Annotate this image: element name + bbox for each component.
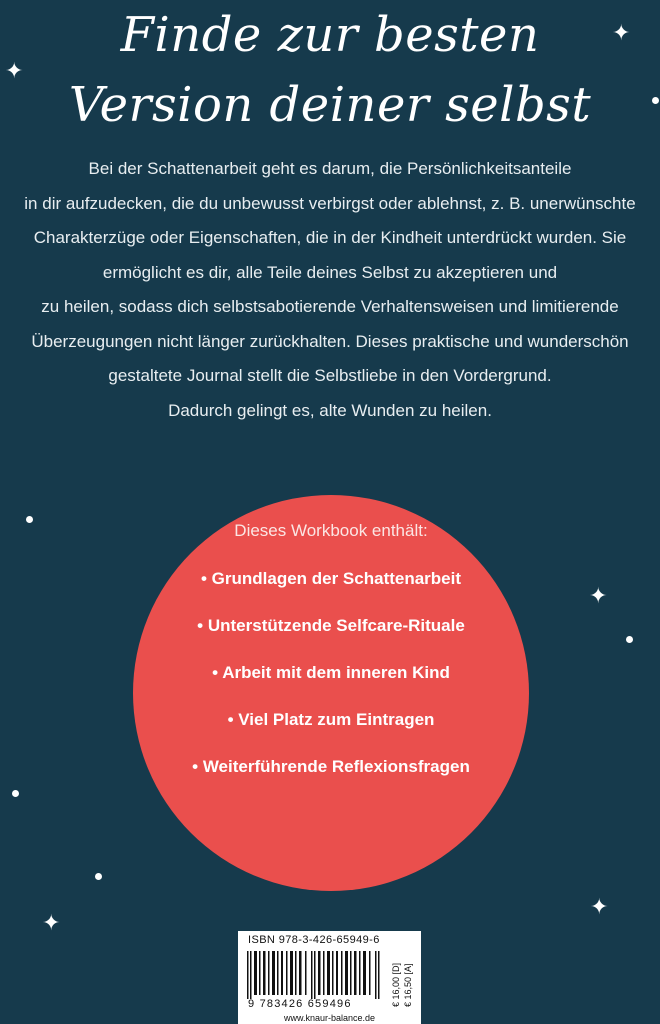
dot-star-icon xyxy=(26,516,33,523)
sparkle-star-icon: ✦ xyxy=(590,894,609,919)
description-line: ermöglicht es dir, alle Teile deines Selbst zu akzeptieren und xyxy=(102,262,558,282)
workbook-item: • Grundlagen der Schattenarbeit xyxy=(200,569,462,588)
dot-star-icon xyxy=(95,873,102,880)
barcode-box xyxy=(238,931,421,1013)
headline-line-2: Version deiner selbst xyxy=(68,77,592,133)
barcode-number: 9 783426 659496 xyxy=(248,998,352,1010)
description-line: zu heilen, sodass dich selbstsabotierende Verhaltensweisen und limitierende xyxy=(41,297,619,316)
workbook-item: • Weiterführende Reflexionsfragen xyxy=(192,757,470,776)
description-line: gestaltete Journal stellt die Selbstliebe in den Vordergrund. xyxy=(108,366,552,385)
headline-line-1: Finde zur besten xyxy=(120,7,540,63)
description-line: Dadurch gelingt es, alte Wunden zu heilen. xyxy=(168,400,492,420)
description xyxy=(20,152,640,428)
workbook-item: • Arbeit mit dem inneren Kind xyxy=(212,663,450,682)
description-line: in dir aufzudecken, die du unbewusst verbirgst oder ablehnst, z. B. unerwünschte xyxy=(24,193,636,213)
sparkle-star-icon: ✦ xyxy=(612,20,631,45)
workbook-item: • Viel Platz zum Eintragen xyxy=(227,710,435,729)
sparkle-star-icon: ✦ xyxy=(589,583,608,608)
isbn-label: ISBN 978-3-426-65949-6 xyxy=(248,934,380,946)
price-at: € 16,50 [A] xyxy=(403,963,413,1007)
description-line: Überzeugungen nicht länger zurückhalten. Dieses praktische und wunderschön xyxy=(31,331,629,351)
workbook-circle xyxy=(133,495,529,891)
dot-star-icon xyxy=(652,97,659,104)
workbook-intro: Dieses Workbook enthält: xyxy=(234,521,428,540)
dot-star-icon xyxy=(12,790,19,797)
barcode-icon xyxy=(245,951,389,999)
price-labels xyxy=(390,947,418,1007)
dot-star-icon xyxy=(626,636,633,643)
sparkle-star-icon: ✦ xyxy=(5,58,24,83)
sparkle-star-icon: ✦ xyxy=(42,910,61,935)
price-de: € 16,00 [D] xyxy=(391,962,401,1007)
workbook-item: • Unterstützende Selfcare-Rituale xyxy=(197,616,465,635)
description-line: Charakterzüge oder Eigenschaften, die in der Kindheit unterdrückt wurden. Sie xyxy=(33,228,627,247)
publisher-url: www.knaur-balance.de xyxy=(238,1013,421,1024)
headline xyxy=(0,0,660,140)
description-line: Bei der Schattenarbeit geht es darum, die Persönlichkeitsanteile xyxy=(88,159,572,178)
